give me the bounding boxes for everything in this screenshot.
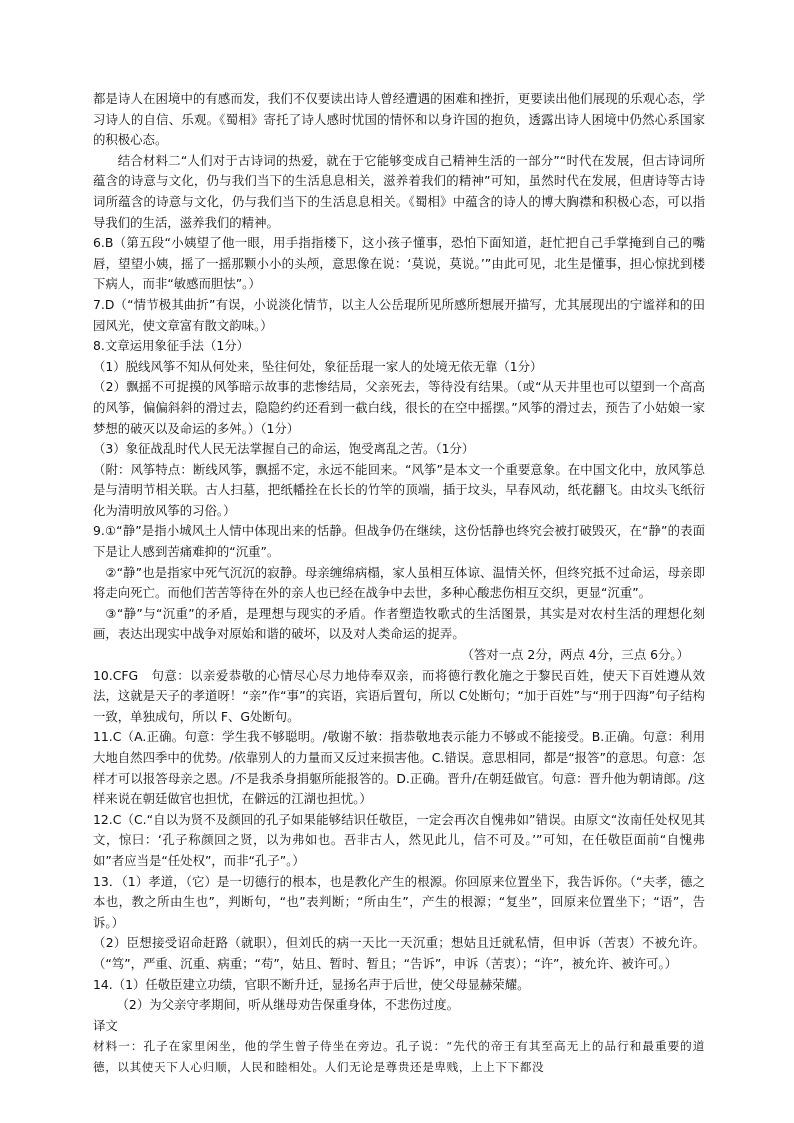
answer-8-point-2: （2）飘摇不可捉摸的风筝暗示故事的悲惨结局，父亲死去，等待没有结果。（或“从天井里也可以望到一个高高的风筝，偏偏斜斜的滑过去，隐隐约约还看到一截白线，很长的在空中摇摆。”风筝的滑过去，预告了小姑娘一家梦想的破灭以及命运的多舛。）（1分） — [93, 379, 705, 436]
answer-12: 12.C（C.“自以为贤不及颜回的孔子如果能够结识任敬臣，一定会再次自愧弗如”错误。由原文“汝南任处权见其文，惊曰：‘孔子称颜回之贤，以为弗如也。吾非古人，然见此儿，信不可及。’”可知，在任敬臣面前“自愧弗如”者应当是“任处权”，而非“孔子”。） — [93, 811, 705, 868]
answer-14-2: （2）为父亲守孝期间，听从继母劝告保重身体，不悲伤过度。 — [116, 997, 459, 1013]
answer-11: 11.C（A.正确。句意：学生我不够聪明。/敬谢不敏：指恭敬地表示能力不够或不能接受。B.正确。句意：利用大地自然四季中的优势。/依靠别人的力量而又反过来损害他。C.错误。意思相同，都是“报答”的意思。句意：怎样才可以报答母亲之恩。/不是我杀身捐躯所能报答的。D.正确。晋升/在朝廷做官。句意：晋升他为朝请郎。/这样来说在朝廷做官也担忧，在僻远的江湖也担忧。） — [93, 729, 705, 807]
answer-9-scoring: （答对一点 2分，两点 4分，三点 6分。） — [461, 647, 689, 663]
answer-7: 7.D（“情节极其曲折”有误，小说淡化情节，以主人公岳琨所见所感所想展开描写，尤其展现出的宁谧祥和的田园风光，使文章富有散文韵味。） — [93, 296, 705, 333]
answer-14-1: 14.（1）任敬臣建立功绩，官职不断升迁，显扬名声于后世，使父母显赫荣耀。 — [93, 976, 530, 992]
translation-text: 材料一：孔子在家里闲坐，他的学生曾子侍坐在旁边。孔子说：“先代的帝王有其至高无上的品行和最重要的道德，以其使天下人心归顺，人民和睦相处。人们无论是尊贵还是卑贱，上上下下都没 — [93, 1039, 705, 1074]
answer-8-note: （附：风筝特点：断线风筝，飘摇不定，永远不能回来。“风筝”是本文一个重要意象。在中国文化中，放风筝总是与清明节相关联。古人扫墓，把纸幡拴在长长的竹竿的顶端，插于坟头，早春风动，纸花翻飞。由坟头飞纸衍化为清明放风筝的习俗。） — [93, 461, 705, 518]
answer-9-point-2: ②“静”也是指家中死气沉沉的寂静。母亲缠绵病榻，家人虽相互体谅、温情关怀，但终究抵不过命运，母亲即将走向死亡。而他们苦苦等待在外的亲人也已经在战争中去世，多种心酸悲伤相互交织，更显“沉重”。 — [93, 564, 705, 601]
answer-10: 10.CFG 句意：以亲爱恭敬的心情尽心尽力地侍奉双亲，而将德行教化施之于黎民百姓，使天下百姓遵从效法，这就是天子的孝道呀！“亲”作“事”的宾语，宾语后置句，所以 C处断句；“加于百姓”与“刑于四海”句子结构一致，单独成句，所以 F、G处断句。 — [93, 667, 705, 724]
answer-8-point-1: （1）脱线风筝不知从何处来，坠往何处，象征岳琨一家人的处境无依无靠（1分） — [93, 358, 543, 374]
text-line: 都是诗人在困境中的有感而发，我们不仅要读出诗人曾经遭遇的困难和挫折，更要读出他们展现的乐观心态，学习诗人的自信、乐观。《蜀相》寄托了诗人感时忧国的情怀和以身许国的抱负，透露出诗人困境中仍然心系国家的积极心态。 — [93, 91, 705, 148]
answer-8-point-3: （3）象征战乱时代人民无法掌握自己的命运，饱受离乱之苦。（1分） — [93, 441, 475, 457]
answer-9-point-3: ③“静”与“沉重”的矛盾，是理想与现实的矛盾。作者塑造牧歌式的生活图景，其实是对农村生活的理想化刻画，表达出现实中战争对原始和谐的破坏，以及对人类命运的捉弄。 — [93, 605, 705, 642]
answer-9-point-1: 9.①“静”是指小城风土人情中体现出来的恬静。但战争仍在继续，这份恬静也终究会被打破毁灭，在“静”的表面下是让人感到苦痛难抑的“沉重”。 — [93, 523, 705, 560]
answer-8-heading: 8.文章运用象征手法（1分） — [93, 338, 250, 354]
text-line: 结合材料二“人们对于古诗词的热爱，就在于它能够变成自己精神生活的一部分”“时代在发展，但古诗词所蕴含的诗意与文化，仍与我们当下的生活息息相关，滋养着我们的精神”可知，虽然时代在发展，但唐诗等古诗词所蕴含的诗意与文化，仍与我们当下的生活息息相关。《蜀相》中蕴含的诗人的博大胸襟和积极心态，可以指导我们的生活，滋养我们的精神。 — [93, 152, 705, 230]
translation-heading: 译文 — [93, 1017, 118, 1033]
answer-document — [93, 89, 705, 1078]
answer-6: 6.B（第五段“小姨望了他一眼，用手指指楼下，这小孩子懂事，恐怕下面知道，赶忙把自己手掌掩到自己的嘴唇，望望小姨，摇了一摇那颗小小的头颅，意思像在说：‘莫说，莫说。’”由此可见，北生是懂事，担心惊扰到楼下病人，而非“敏感而胆怯”。） — [93, 235, 705, 292]
answer-13-1: 13．（1）孝道，（它）是一切德行的根本，也是教化产生的根源。你回原来位置坐下，我告诉你。（“夫孝，德之本也，教之所由生也”，判断句，“也”表判断；“所由生”，产生的根源；“复坐”，回原来位置坐下；“语”，告诉。） — [93, 873, 705, 930]
answer-13-2: （2）臣想接受诏命赶路（就职），但刘氏的病一天比一天沉重；想姑且迁就私情，但申诉（苦衷）不被允许。（“笃”，严重、沉重、病重；“苟”，姑且、暂时、暂且；“告诉”，申诉（苦衷）；“许”，被允许、被许可。） — [93, 935, 705, 971]
